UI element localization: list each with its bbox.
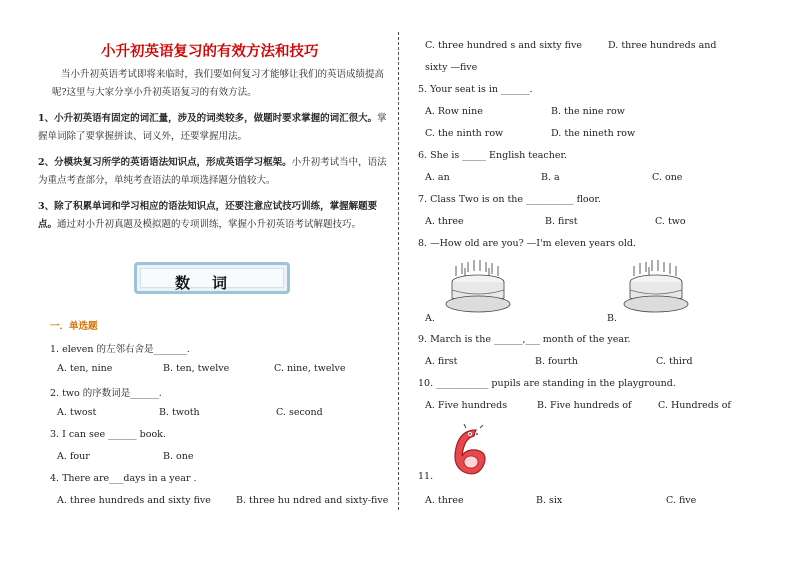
q6-option-b: B. a [541, 172, 560, 183]
q4-option-b: B. three hu ndred and sixty-five [236, 495, 389, 506]
q4-stem: 4. There are___days in a year . [50, 473, 197, 484]
intro-text: 当小升初英语考试即将来临时，我们要如何复习才能够让我们的英语成绩提高呢?这里与大家分享小升初英语复习的有效方法。 [52, 69, 385, 98]
tip-1 [38, 110, 392, 146]
q10-stem: 10. ___________ pupils are standing in the playground. [418, 378, 676, 389]
q6-option-c: C. one [652, 172, 683, 183]
q7-option-b: B. first [545, 216, 578, 227]
q10-option-b: B. Five hundreds of [537, 400, 632, 411]
birthday-cake-image [444, 258, 514, 316]
tip-2 [38, 154, 392, 190]
q2-option-b: B. twoth [159, 407, 200, 418]
q11-stem: 11. [418, 471, 434, 482]
q7-option-a: A. three [425, 216, 464, 227]
number-six-image [446, 424, 492, 478]
q4-option-a: A. three hundreds and sixty five [57, 495, 211, 506]
q5-option-d: D. the nineth row [551, 128, 636, 139]
q1-option-b: B. ten, twelve [163, 363, 230, 374]
q6-stem: 6. She is _____ English teacher. [418, 150, 567, 161]
q2-stem: 2. two 的序数词是______. [50, 388, 162, 399]
q1-option-c: C. nine, twelve [274, 363, 346, 374]
intro-paragraph [52, 66, 392, 102]
q11-option-b: B. six [536, 495, 563, 506]
q8-stem: 8. —How old are you? —I'm eleven years old. [418, 238, 637, 249]
q8-option-a: A. [425, 313, 435, 324]
tip-3-text: 通过对小升初真题及模拟题的专项训练，掌握小升初英语考试解题技巧。 [57, 219, 362, 230]
q2-option-a: A. twost [57, 407, 97, 418]
tip-1-heading: 1、小升初英语有固定的词汇量，涉及的词类较多，做题时要求掌握的词汇很大。 [38, 113, 378, 124]
tip-2-text: 小升初考试当中，语法为重点考查部分，单纯考查语法的单项选择题分值较大。 [38, 157, 387, 186]
tip-3-heading: 3、除了积累单词和学习相应的语法知识点，还要注意应试技巧训练，掌握解题要点。 [38, 201, 378, 230]
q4-option-c: C. three hundred s and sixty five [425, 40, 582, 51]
tip-1-text: 掌握单词除了要掌握拼读、词义外，还要掌握用法。 [38, 113, 387, 142]
q7-option-c: C. two [655, 216, 686, 227]
q10-option-a: A. Five hundreds [425, 400, 508, 411]
q8-option-b: B. [607, 313, 618, 324]
q10-option-c: C. Hundreds of [658, 400, 731, 411]
q3-stem: 3. I can see ______ book. [50, 429, 166, 440]
q4-option-d: D. three hundreds and [608, 40, 717, 51]
q3-option-a: A. four [57, 451, 90, 462]
q9-option-b: B. fourth [535, 356, 578, 367]
q1-stem: 1. eleven 的左邻右舍是_______. [50, 344, 190, 355]
q1-option-a: A. ten, nine [57, 363, 113, 374]
q11-option-c: C. five [666, 495, 697, 506]
q9-option-c: C. third [656, 356, 693, 367]
q9-option-a: A. first [425, 356, 458, 367]
q5-option-b: B. the nine row [551, 106, 625, 117]
q4-option-d-cont: sixty —five [425, 62, 478, 73]
q5-stem: 5. Your seat is in ______. [418, 84, 533, 95]
q7-stem: 7. Class Two is on the __________ floor. [418, 194, 601, 205]
section-title: 数词 [174, 274, 249, 292]
page-title: 小升初英语复习的有效方法和技巧 [101, 44, 319, 60]
q5-option-a: A. Row nine [425, 106, 483, 117]
q11-option-a: A. three [425, 495, 464, 506]
q2-option-c: C. second [276, 407, 323, 418]
section-banner [134, 262, 290, 294]
column-divider [398, 32, 399, 510]
tip-2-heading: 2、分模块复习所学的英语语法知识点，形成英语学习框架。 [38, 157, 292, 168]
q5-option-c: C. the ninth row [425, 128, 504, 139]
q3-option-b: B. one [163, 451, 194, 462]
q6-option-a: A. an [425, 172, 450, 183]
birthday-cake-image [622, 258, 692, 316]
q9-stem: 9. March is the ______,___ month of the year. [418, 334, 631, 345]
tip-3 [38, 198, 392, 234]
subheading: 一．单选题 [50, 321, 98, 332]
